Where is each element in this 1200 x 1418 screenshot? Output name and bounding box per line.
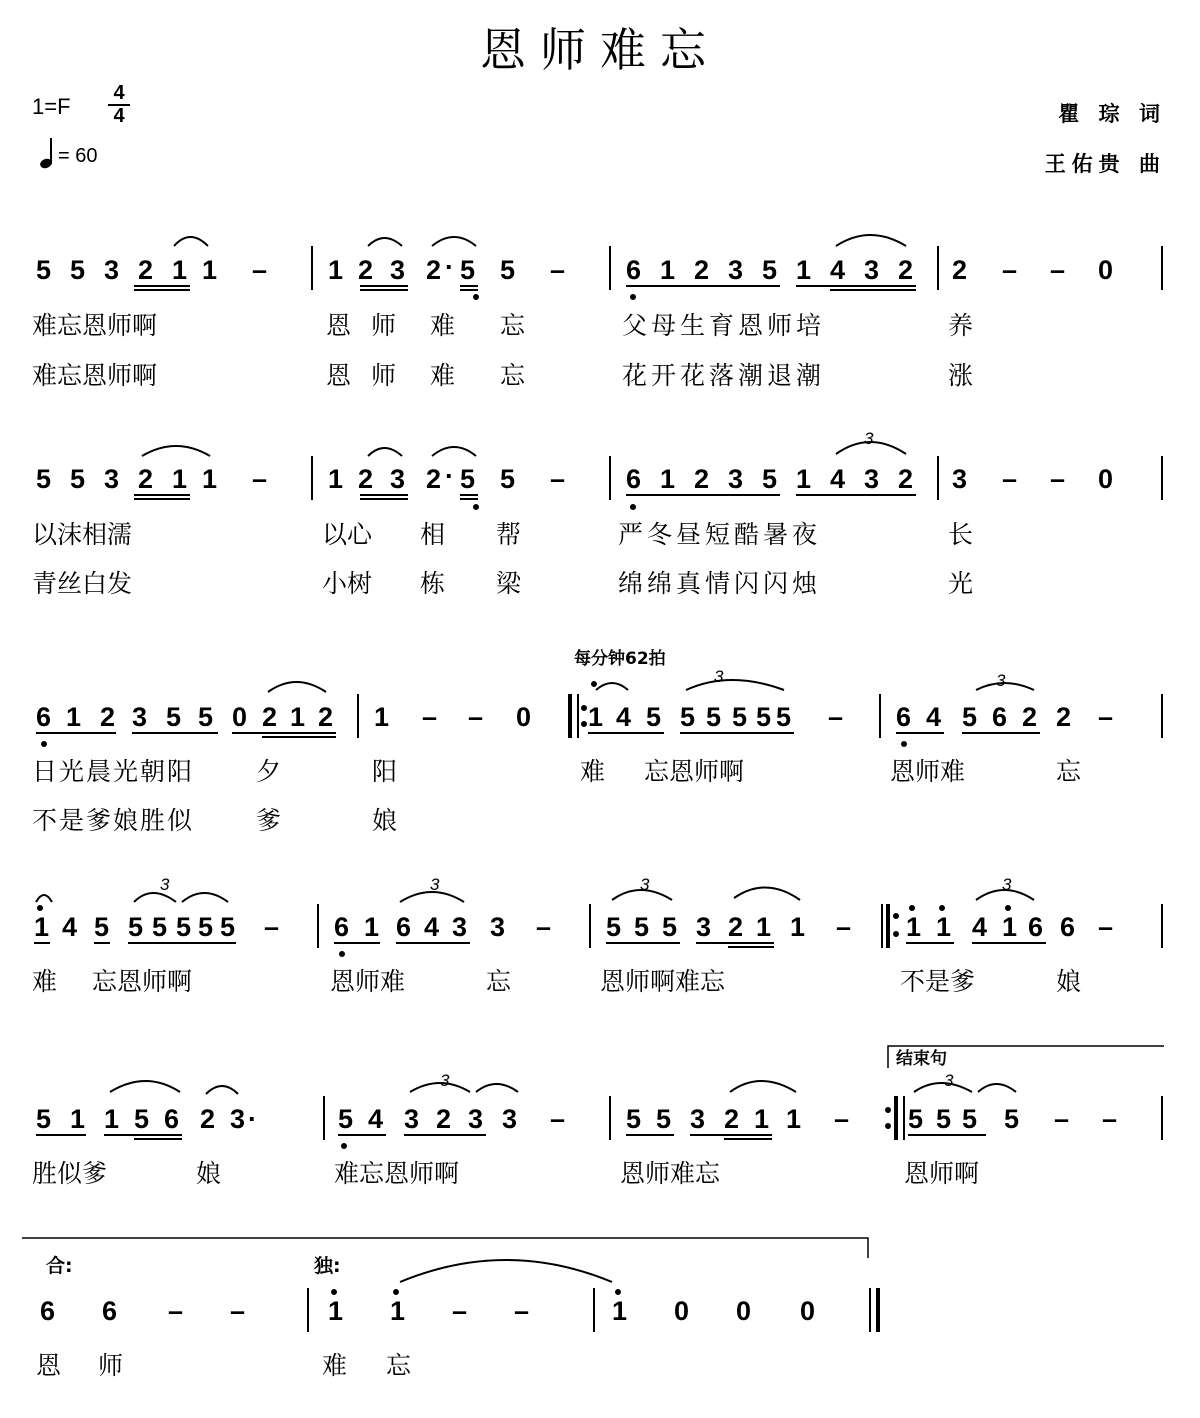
note: 1 (660, 255, 676, 285)
note: 5 (756, 702, 772, 732)
svg-text:3: 3 (430, 875, 440, 894)
line-6-lyrics (36, 1351, 412, 1380)
lyric: 养 (948, 311, 974, 340)
note: 5 (70, 464, 86, 494)
lyric: 不是爹娘胜似 (32, 806, 195, 835)
note: 1 (34, 912, 50, 942)
dot: · (445, 252, 454, 282)
lyric: 难 (430, 311, 456, 340)
lyric: 忘 (1056, 757, 1082, 786)
dash: – (1098, 702, 1114, 732)
line-3-lyrics (32, 757, 1082, 835)
note: 4 (424, 912, 440, 942)
note: 5 (134, 1104, 150, 1134)
note: 4 (368, 1104, 384, 1134)
line-2-lyrics (32, 520, 973, 598)
line-5-notes (36, 1104, 1117, 1134)
note: 0 (232, 702, 248, 732)
dash: – (1102, 1104, 1118, 1134)
line-3 (32, 648, 1162, 835)
note: 3 (690, 1104, 706, 1134)
dash: – (168, 1296, 184, 1326)
note: 3 (696, 912, 712, 942)
line-5 (32, 1046, 1164, 1188)
note: 5 (36, 464, 52, 494)
note: 2 (1022, 702, 1038, 732)
note: 1 (390, 1296, 406, 1326)
lyric: 涨 (948, 361, 974, 390)
note: 5 (606, 912, 622, 942)
note: 6 (896, 702, 912, 732)
note: 1 (754, 1104, 770, 1134)
note: 3 (452, 912, 468, 942)
note: 1 (202, 464, 218, 494)
note: 3 (502, 1104, 518, 1134)
note: 5 (36, 1104, 52, 1134)
lyric: 恩师难 (890, 757, 966, 786)
line-4-notes (34, 912, 1113, 942)
note: 3 (864, 464, 880, 494)
dash: – (1098, 912, 1114, 942)
time-signature-bottom: 4 (113, 105, 125, 127)
note: 1 (660, 464, 676, 494)
dash: – (252, 255, 268, 285)
note: 1 (202, 255, 218, 285)
note: 3 (132, 702, 148, 732)
lyric: 夕 (256, 757, 282, 786)
note: 2 (138, 464, 154, 494)
note: 1 (104, 1104, 120, 1134)
note: 5 (776, 702, 792, 732)
svg-text:3: 3 (440, 1071, 450, 1090)
line-2-notes (36, 461, 1113, 494)
note: 5 (634, 912, 650, 942)
note: 5 (762, 464, 778, 494)
note: 2 (358, 255, 374, 285)
lyric: 忘 (386, 1351, 412, 1380)
dash: – (252, 464, 268, 494)
note: 4 (616, 702, 632, 732)
note: 1 (364, 912, 380, 942)
svg-text:3: 3 (996, 671, 1006, 690)
dash: – (536, 912, 552, 942)
note: 5 (152, 912, 168, 942)
dash: – (452, 1296, 468, 1326)
lyric: 难忘恩师啊 (32, 361, 158, 390)
dash: – (550, 255, 566, 285)
note: 1 (796, 255, 812, 285)
lyric: 日光晨光朝阳 (32, 757, 195, 786)
note: 5 (198, 912, 214, 942)
note: 4 (926, 702, 942, 732)
note: 1 (328, 1296, 344, 1326)
line-1-lyrics (32, 311, 973, 390)
note: 2 (694, 255, 710, 285)
note: 0 (516, 702, 532, 732)
note: 5 (166, 702, 182, 732)
note: 1 (790, 912, 806, 942)
note: 6 (1060, 912, 1076, 942)
lyric: 父母生育恩师培 (622, 311, 826, 340)
dot: · (248, 1104, 257, 1134)
lyric: 胜似爹 (32, 1159, 108, 1188)
time-signature-top: 4 (113, 82, 125, 104)
lyric: 相 (420, 520, 446, 549)
lyric: 难忘恩师啊 (32, 311, 158, 340)
line-2 (32, 429, 1162, 598)
lyric: 恩师 (326, 361, 417, 390)
note: 2 (898, 255, 914, 285)
note: 0 (800, 1296, 816, 1326)
note: 3 (230, 1104, 246, 1134)
note: 3 (104, 255, 120, 285)
dash: – (1002, 464, 1018, 494)
note: 5 (936, 1104, 952, 1134)
dash: – (514, 1296, 530, 1326)
dash: – (1054, 1104, 1070, 1134)
lyric: 帮 (496, 520, 522, 549)
note: 2 (728, 912, 744, 942)
note: 5 (656, 1104, 672, 1134)
note: 5 (198, 702, 214, 732)
note: 1 (172, 255, 188, 285)
note: 2 (952, 255, 968, 285)
note: 2 (100, 702, 116, 732)
lyric: 忘 (486, 967, 512, 996)
dash: – (550, 1104, 566, 1134)
line-3-notes (36, 702, 1113, 732)
note: 2 (898, 464, 914, 494)
lyric: 绵绵真情闪闪烛 (618, 569, 822, 598)
dash: – (828, 702, 844, 732)
line-6 (22, 1238, 878, 1380)
note: 6 (1028, 912, 1044, 942)
note: 5 (962, 702, 978, 732)
note: 1 (1002, 912, 1018, 942)
note: 2 (436, 1104, 452, 1134)
note: 3 (952, 464, 968, 494)
dot: · (445, 461, 454, 491)
tempo-value: = 60 (58, 145, 98, 167)
note: 5 (36, 255, 52, 285)
note: 5 (646, 702, 662, 732)
note: 5 (680, 702, 696, 732)
song-title: 恩师难忘 (480, 23, 720, 77)
note: 2 (318, 702, 334, 732)
lyric: 恩师啊难忘 (600, 967, 726, 996)
tempo-change: 每分钟62拍 (574, 649, 666, 669)
note: 4 (972, 912, 988, 942)
note: 1 (172, 464, 188, 494)
lyric: 爹 (256, 806, 282, 835)
note: 1 (70, 1104, 86, 1134)
note: 5 (662, 912, 678, 942)
lyric: 师 (98, 1351, 124, 1380)
svg-text:3: 3 (864, 429, 874, 448)
lyric: 娘 (372, 806, 398, 835)
dash: – (550, 464, 566, 494)
note: 6 (334, 912, 350, 942)
note: 1 (796, 464, 812, 494)
solo-label: 独: (314, 1255, 341, 1277)
svg-text:3: 3 (714, 667, 724, 686)
note: 2 (426, 464, 442, 494)
lyric: 难 (32, 967, 58, 996)
lyric: 忘 (500, 361, 526, 390)
note: 5 (732, 702, 748, 732)
note: 0 (1098, 464, 1114, 494)
note: 4 (830, 464, 846, 494)
line-6-notes (40, 1296, 815, 1326)
note: 3 (104, 464, 120, 494)
lyric: 不是爹 (900, 967, 976, 996)
note: 2 (426, 255, 442, 285)
note: 1 (786, 1104, 802, 1134)
lyric: 以沫相濡 (32, 520, 133, 549)
lyric: 难 (322, 1351, 348, 1380)
note: 3 (728, 255, 744, 285)
note: 1 (328, 464, 344, 494)
line-4 (32, 875, 1162, 996)
lyric: 恩师啊 (904, 1159, 980, 1188)
note: 3 (728, 464, 744, 494)
lyric: 小树 (322, 569, 373, 598)
note: 1 (374, 702, 390, 732)
note: 2 (1056, 702, 1072, 732)
note: 5 (500, 255, 516, 285)
dash: – (1002, 255, 1018, 285)
chorus-label: 合: (46, 1255, 73, 1277)
lyric: 阳 (372, 757, 398, 786)
note: 3 (490, 912, 506, 942)
note: 1 (756, 912, 772, 942)
svg-text:3: 3 (944, 1071, 954, 1090)
note: 6 (40, 1296, 56, 1326)
note: 5 (94, 912, 110, 942)
note: 6 (626, 255, 642, 285)
note: 1 (936, 912, 952, 942)
note: 2 (724, 1104, 740, 1134)
lyric: 忘 (500, 311, 526, 340)
lyric: 长 (948, 520, 974, 549)
lyric: 难 (430, 361, 456, 390)
note: 1 (612, 1296, 628, 1326)
note: 6 (396, 912, 412, 942)
lyric: 恩 (36, 1351, 62, 1380)
composer-credit: 王佑贵 曲 (1044, 152, 1166, 176)
note: 4 (62, 912, 78, 942)
note: 2 (358, 464, 374, 494)
lyric: 青丝白发 (32, 569, 133, 598)
note: 5 (500, 464, 516, 494)
svg-text:3: 3 (640, 875, 650, 894)
lyric: 忘恩师啊 (92, 967, 193, 996)
dash: – (230, 1296, 246, 1326)
ending-label: 结束句 (896, 1049, 947, 1069)
lyric: 难 (580, 757, 606, 786)
lyric: 严冬昼短酷暑夜 (618, 520, 822, 549)
dash: – (1050, 255, 1066, 285)
dash: – (264, 912, 280, 942)
note: 5 (460, 255, 476, 285)
note: 3 (864, 255, 880, 285)
dash: – (834, 1104, 850, 1134)
lyric: 栋 (420, 569, 446, 598)
lyric: 梁 (496, 569, 522, 598)
note: 3 (390, 255, 406, 285)
note: 5 (962, 1104, 978, 1134)
note: 3 (390, 464, 406, 494)
note: 4 (830, 255, 846, 285)
note: 5 (338, 1104, 354, 1134)
lyric: 光 (948, 569, 974, 598)
note: 5 (220, 912, 236, 942)
note: 2 (138, 255, 154, 285)
note: 2 (694, 464, 710, 494)
svg-text:3: 3 (1002, 875, 1012, 894)
lyric: 难忘恩师啊 (334, 1159, 460, 1188)
note: 3 (404, 1104, 420, 1134)
note: 0 (736, 1296, 752, 1326)
note: 1 (66, 702, 82, 732)
svg-text:3: 3 (160, 875, 170, 894)
note: 6 (36, 702, 52, 732)
note: 5 (762, 255, 778, 285)
line-5-lyrics (32, 1159, 979, 1188)
note: 2 (262, 702, 278, 732)
lyric: 忘恩师啊 (644, 757, 745, 786)
note: 5 (1004, 1104, 1020, 1134)
lyric: 恩师 (326, 311, 417, 340)
key-signature: 1=F (32, 94, 71, 119)
note: 0 (674, 1296, 690, 1326)
note: 5 (706, 702, 722, 732)
note: 2 (200, 1104, 216, 1134)
dash: – (422, 702, 438, 732)
note: 5 (908, 1104, 924, 1134)
note: 1 (906, 912, 922, 942)
lyric: 恩师难忘 (620, 1159, 721, 1188)
line-1-notes (36, 252, 1113, 285)
note: 5 (176, 912, 192, 942)
note: 5 (128, 912, 144, 942)
lyricist-credit: 瞿 琮 词 (1058, 102, 1166, 126)
lyric: 娘 (1056, 967, 1082, 996)
dash: – (836, 912, 852, 942)
dash: – (1050, 464, 1066, 494)
note: 0 (1098, 255, 1114, 285)
note: 3 (468, 1104, 484, 1134)
lyric: 以心 (322, 520, 373, 549)
lyric: 娘 (196, 1159, 222, 1188)
note: 6 (626, 464, 642, 494)
dash: – (468, 702, 484, 732)
note: 1 (328, 255, 344, 285)
note: 5 (626, 1104, 642, 1134)
note: 5 (70, 255, 86, 285)
note: 1 (588, 702, 604, 732)
line-4-lyrics (32, 967, 1081, 996)
note: 6 (992, 702, 1008, 732)
lyric: 恩师难 (330, 967, 406, 996)
note: 6 (102, 1296, 118, 1326)
line-1 (32, 235, 1162, 390)
note: 5 (460, 464, 476, 494)
lyric: 花开花落潮退潮 (622, 361, 826, 390)
note: 1 (290, 702, 306, 732)
note: 6 (164, 1104, 180, 1134)
